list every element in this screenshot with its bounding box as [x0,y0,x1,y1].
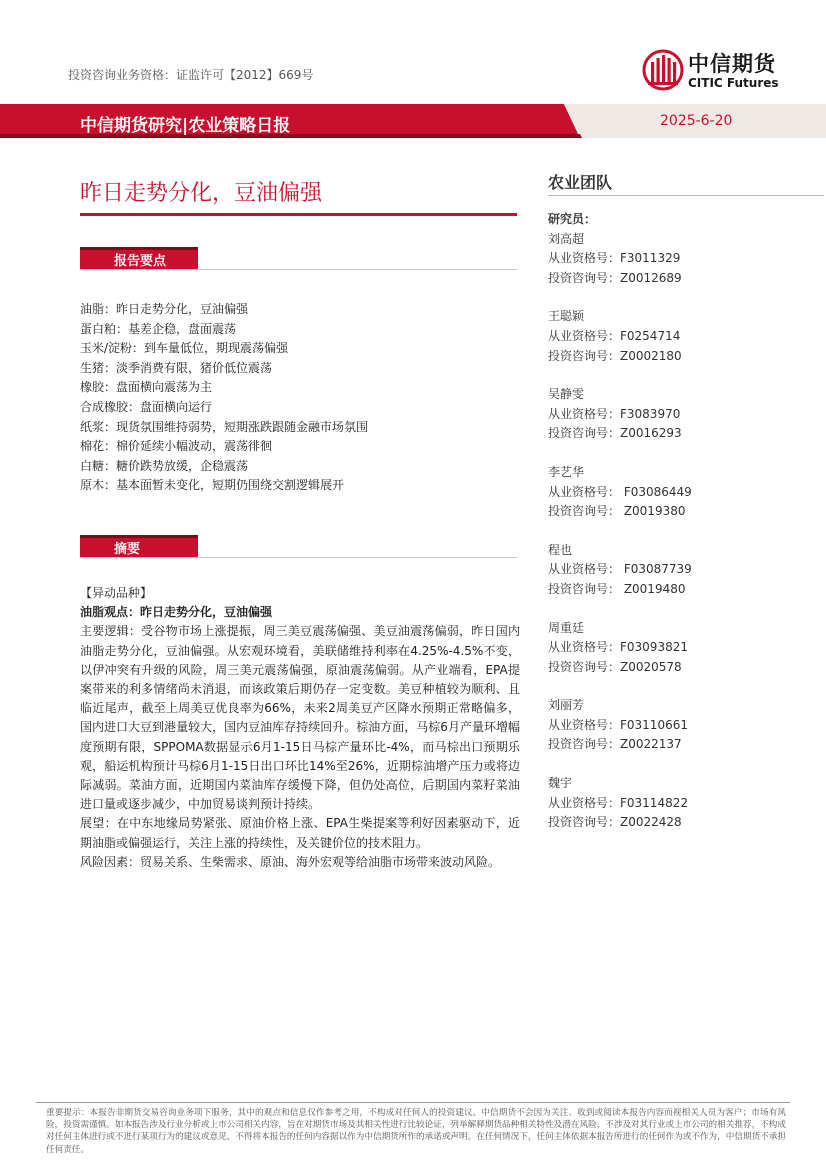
report-series-title: 中信期货研究|农业策略日报 [80,116,291,136]
researcher-name: 吴静雯 [548,387,585,402]
researcher-card [548,230,692,289]
key-points-header [80,247,198,269]
summary-subheading: 【异动品种】 [80,586,153,600]
consult-license: 投资咨询号：Z0020578 [548,659,682,674]
key-point-item: 生猪：淡季消费有限，猪价低位震荡 [80,360,273,375]
section-divider [80,269,517,270]
consult-license: 投资咨询号：Z0022428 [548,815,682,830]
summary-heading: 摘要 [114,542,141,557]
summary-risk: 风险因素：贸易关系、生柴需求、原油、海外宏观等给油脂市场带来波动风险。 [80,854,501,869]
practice-license: 从业资格号：F03114822 [548,795,688,810]
key-point-item: 玉米/淀粉：到车量低位，期现震荡偏强 [80,341,289,356]
consult-license: 投资咨询号： Z0019380 [548,504,686,519]
researcher-name: 周重廷 [548,620,585,635]
researcher-label: 研究员： [548,212,597,226]
disclaimer-divider [36,1102,790,1103]
key-points-heading: 报告要点 [114,254,167,269]
consult-license: 投资咨询号：Z0016293 [548,426,682,441]
page-title: 昨日走势分化，豆油偏强 [80,181,323,206]
practice-license: 从业资格号：F03093821 [548,640,688,655]
practice-license: 从业资格号：F3083970 [548,406,681,421]
researcher-card [548,696,692,755]
key-point-item: 棉花：棉价延续小幅波动，震荡徘徊 [80,439,273,454]
team-title: 农业团队 [548,173,613,192]
key-point-item: 原木：基本面暂未变化，短期仍围绕交割逻辑展开 [80,478,345,493]
key-point-item: 蛋白粕：基差企稳，盘面震荡 [80,321,237,336]
key-point-item: 白糖：糖价跌势放缓，企稳震荡 [80,458,249,473]
summary-main-logic: 主要逻辑：受谷物市场上涨提振，周三美豆震荡偏强、美豆油震荡偏弱，昨日国内油脂走势分化，豆油偏强。从宏观环境看，美联储维持利率在4.25%-4.5%不变，以伊冲突有升级的风险，周三美元震荡偏强，原油震荡偏弱。从产业端看，EPA提案带来的利多情绪尚未消退，而该政策后期仍存一定变数。美豆种植较为顺利、且临近尾声，截至上周美豆优良率为66%，未来2周美豆产区降水预期正常略偏多，国内进口大豆到港量较大，国内豆油库存持续回升。棕油方面，马棕6月产量环增幅度预期有限，SPPOMA数据显示6月1-15日马棕产量环比-4%，而马棕出口预期乐观，船运机构预计马棕6月1-15日出口环比14%至26%，近期棕油增产压力或将边际减弱。菜油方面，近期国内菜油库存缓慢下降，但仍处高位，后期国内菜籽菜油进口量或逐步减少，中加贸易谈判预计持续。 [80,624,520,812]
researcher-card [548,307,692,366]
license-text: 投资咨询业务资格：证监许可【2012】669号 [68,68,314,82]
practice-license: 从业资格号： F03086449 [548,484,692,499]
key-point-item: 橡胶：盘面横向震荡为主 [80,380,213,395]
key-point-item: 纸浆：现货氛围维持弱势，短期涨跌跟随金融市场氛围 [80,419,369,434]
section-divider [80,557,517,558]
researcher-card [548,619,692,678]
report-date: 2025-6-20 [660,113,733,129]
citic-logo-icon [642,48,684,94]
practice-license: 从业资格号：F0254714 [548,328,681,343]
disclaimer-text: 重要提示：本报告非期货交易咨询业务项下服务，其中的观点和信息仅作参考之用，不构成对任何人的投资建议。中信期货不会因为关注、收到或阅读本报告内容而视相关人员为客户；市场有风险，投资需谨慎。如本报告涉及行业分析或上市公司相关内容，旨在对期货市场及其相关性进行比较论证，列举解释期货品种相关特性及潜在风险，不涉及对其行业或上市公司的相关推荐，不构成对任何主体进行或不进行某项行为的建议或意见，不得将本报告的任何内容据以作为中信期货所作的承诺或声明。在任何情况下，任何主体依据本报告所进行的任何作为或不作为，中信期货不承担任何责任。 [46,1108,786,1155]
consult-license: 投资咨询号： Z0019480 [548,581,686,596]
researcher-name: 李艺华 [548,464,585,479]
summary-viewpoint: 油脂观点：昨日走势分化，豆油偏强 [80,605,273,620]
researcher-list [548,210,692,852]
researcher-card [548,463,692,522]
company-logo [642,46,812,96]
researcher-card [548,541,692,600]
logo-text-cn: 中信期货 [688,52,776,76]
researcher-name: 刘高超 [548,231,585,246]
researcher-name: 魏宇 [548,776,573,791]
key-point-item: 油脂：昨日走势分化，豆油偏强 [80,302,249,316]
practice-license: 从业资格号： F03087739 [548,562,692,577]
summary-outlook: 展望：在中东地缘局势紧张、原油价格上涨、EPA生柴提案等利好因素驱动下，近期油脂或偏强运行，关注上涨的持续性，及关键价位的技术阻力。 [80,816,520,850]
key-point-item: 合成橡胶：盘面横向运行 [80,399,213,414]
key-points-list [80,300,520,496]
title-divider [80,213,517,216]
researcher-card [548,385,692,444]
summary-body [80,584,520,872]
team-divider [548,195,824,196]
consult-license: 投资咨询号：Z0002180 [548,348,682,363]
logo-text-en: CITIC Futures [688,76,779,90]
consult-license: 投资咨询号：Z0022137 [548,737,682,752]
practice-license: 从业资格号：F03110661 [548,717,688,732]
researcher-name: 王聪颖 [548,309,585,324]
summary-header [80,535,198,557]
researcher-card [548,774,692,833]
researcher-name: 刘丽芳 [548,698,585,713]
practice-license: 从业资格号：F3011329 [548,251,681,266]
researcher-name: 程也 [548,542,573,557]
consult-license: 投资咨询号：Z0012689 [548,270,682,285]
